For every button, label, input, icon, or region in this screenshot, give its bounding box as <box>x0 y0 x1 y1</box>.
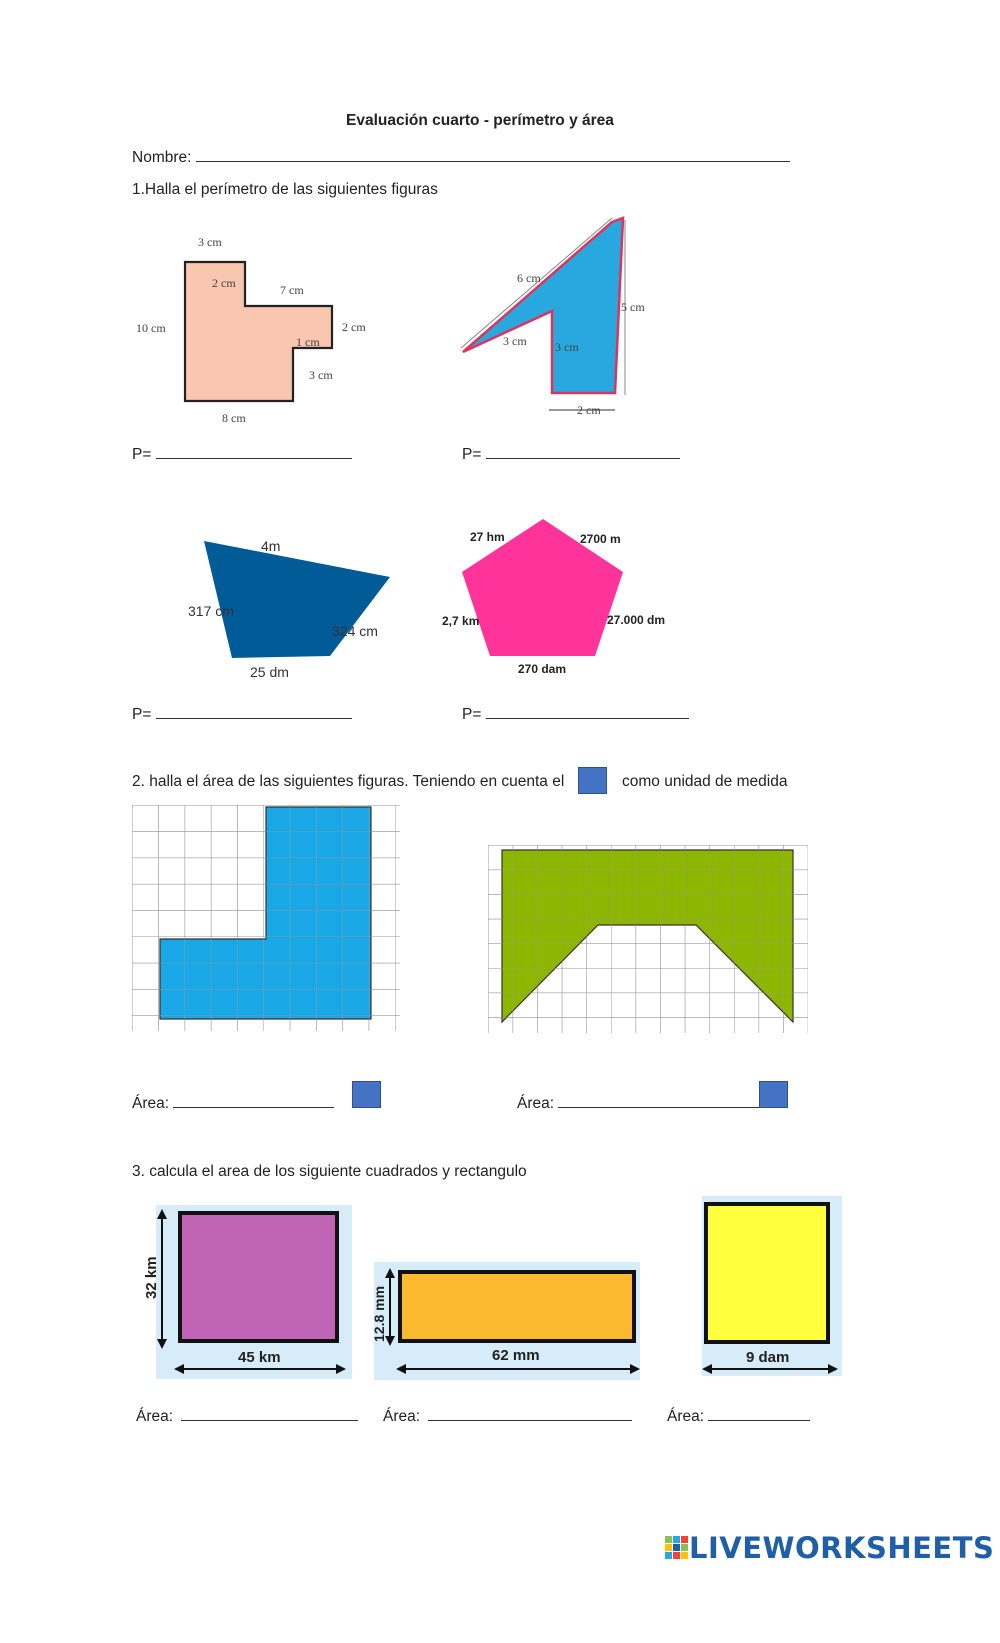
arrow-label-right: 5 cm <box>621 300 645 314</box>
q2-instruction-b: como unidad de medida <box>622 773 788 790</box>
area-answer-purple[interactable] <box>181 1406 358 1421</box>
purple-rectangle <box>180 1213 337 1341</box>
area-row-orange <box>383 1406 632 1426</box>
p-answer-quad[interactable] <box>156 704 352 719</box>
l-shape-figure <box>130 225 380 430</box>
name-input[interactable] <box>196 147 790 162</box>
area-label: Área: <box>667 1408 705 1425</box>
orange-rectangle-figure <box>368 1260 643 1382</box>
quadrilateral-shape <box>204 541 390 658</box>
l-label-inner-v: 2 cm <box>212 276 236 290</box>
unit-square-icon <box>759 1081 788 1108</box>
arrow-label-bottom: 2 cm <box>577 403 601 417</box>
orange-rectangle <box>400 1272 634 1341</box>
rect1-height-label: 32 km <box>143 1256 160 1299</box>
l-label-left: 10 cm <box>136 321 166 335</box>
area-label: Área: <box>383 1408 421 1425</box>
liveworksheets-logo-icon <box>665 1535 689 1561</box>
pent-label-tr: 2700 m <box>580 532 621 546</box>
q3-instruction: 3. calcula el area de los siguiente cuadrados y rectangulo <box>132 1163 527 1180</box>
grid-figure-blue <box>132 805 402 1033</box>
l-label-right: 2 cm <box>342 320 366 334</box>
name-label: Nombre: <box>132 149 192 166</box>
arrow-label-inner-v: 3 cm <box>555 340 579 354</box>
p-row-pentagon <box>462 704 689 724</box>
rect1-width-label: 45 km <box>238 1349 281 1366</box>
p-row-arrow <box>462 444 680 464</box>
arrow-label-top: 6 cm <box>517 271 541 285</box>
area-label: Área: <box>136 1408 174 1425</box>
area-answer-green[interactable] <box>558 1093 762 1108</box>
p-answer-arrow[interactable] <box>486 444 680 459</box>
pent-label-l: 2,7 km <box>442 614 480 628</box>
grid-figure-green <box>488 845 810 1035</box>
pent-label-tl: 27 hm <box>470 530 505 544</box>
p-answer-pentagon[interactable] <box>486 704 689 719</box>
quad-label-left: 317 cm <box>188 603 234 619</box>
liveworksheets-brand: LIVEWORKSHEETS <box>689 1531 995 1565</box>
quad-label-top: 4m <box>261 538 281 554</box>
p-label: P= <box>132 446 152 463</box>
pentagon-figure <box>440 515 680 685</box>
p-label: P= <box>462 706 482 723</box>
pent-label-r: 27.000 dm <box>607 613 666 627</box>
l-label-inner-h: 7 cm <box>280 283 304 297</box>
arrow-label-inner-h: 3 cm <box>503 334 527 348</box>
quad-label-bottom: 25 dm <box>250 664 289 680</box>
yellow-square <box>706 1204 828 1342</box>
p-row-quad <box>132 704 352 724</box>
area-label: Área: <box>132 1095 170 1112</box>
unit-square-icon <box>578 767 607 794</box>
p-answer-l-shape[interactable] <box>156 444 352 459</box>
q1-instruction: 1.Halla el perímetro de las siguientes figuras <box>132 181 438 198</box>
quadrilateral-figure <box>180 525 410 685</box>
rect2-height-label: 12.8 mm <box>371 1285 387 1342</box>
pent-label-b: 270 dam <box>518 662 567 676</box>
rect2-width-label: 62 mm <box>492 1347 540 1364</box>
p-label: P= <box>132 706 152 723</box>
area-answer-yellow[interactable] <box>708 1406 810 1421</box>
unit-square-icon <box>352 1081 381 1108</box>
l-label-step-h: 1 cm <box>296 335 320 349</box>
area-row-blue <box>132 1093 334 1113</box>
p-row-l-shape <box>132 444 352 464</box>
area-row-green <box>517 1093 762 1113</box>
square-width-label: 9 dam <box>746 1349 790 1366</box>
quad-label-right: 324 cm <box>332 623 378 639</box>
name-row <box>132 147 790 167</box>
l-label-step-v: 3 cm <box>309 368 333 382</box>
area-answer-orange[interactable] <box>428 1406 632 1421</box>
liveworksheets-logo <box>665 1531 994 1565</box>
page-title: Evaluación cuarto - perímetro y área <box>346 112 614 129</box>
area-answer-blue[interactable] <box>173 1093 334 1108</box>
l-label-top: 3 cm <box>198 235 222 249</box>
arrow-shape <box>463 218 623 393</box>
yellow-square-figure <box>700 1194 845 1378</box>
area-row-purple <box>136 1406 358 1426</box>
area-row-yellow <box>667 1406 810 1426</box>
arrow-figure <box>455 210 665 425</box>
p-label: P= <box>462 446 482 463</box>
q2-instruction: 2. halla el área de las siguientes figuras. Teniendo en cuenta el <box>132 773 565 790</box>
purple-rectangle-figure <box>140 1203 355 1383</box>
l-label-bottom: 8 cm <box>222 411 246 425</box>
area-label: Área: <box>517 1095 555 1112</box>
